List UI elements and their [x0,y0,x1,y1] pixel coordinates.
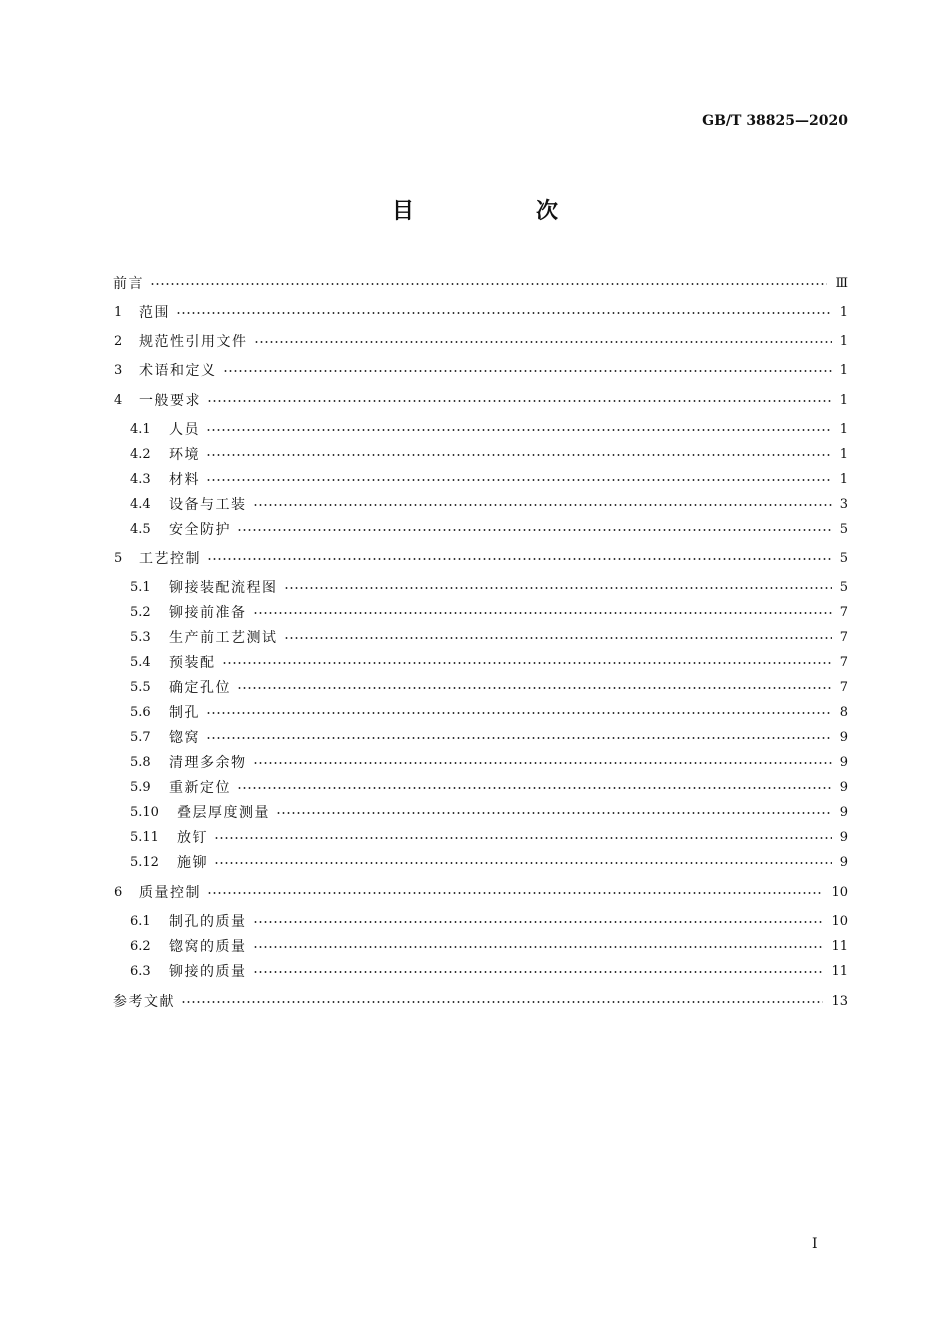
toc-entry-label: 预装配 [169,655,216,671]
toc-entry-label: 清理多余物 [169,755,247,771]
toc-leader-dots [176,312,832,314]
toc-entry-number: 6.1 [130,914,151,929]
toc-entry-page: 7 [839,655,848,670]
toc-entry-4-3[interactable] [0,470,950,490]
toc-entry-page: 11 [831,939,848,954]
toc-leader-dots [284,587,832,589]
toc-leader-dots [214,862,832,864]
toc-entry-label: 工艺控制 [139,551,201,567]
toc-leader-dots [207,400,832,402]
toc-entry-number: 5.7 [130,730,151,745]
toc-entry-1[interactable] [0,303,950,323]
toc-entry-number: 4 [114,393,123,408]
toc-entry-label: 一般要求 [139,393,201,409]
toc-entry-5-10[interactable] [0,803,950,823]
toc-entry-5-2[interactable] [0,603,950,623]
toc-entry-number: 1 [114,305,123,320]
toc-leader-dots [253,504,832,506]
toc-entry-page: 3 [839,497,848,512]
toc-entry-number: 3 [114,363,123,378]
toc-entry-label: 锪窝 [169,730,200,746]
toc-entry-page: 1 [839,334,848,349]
toc-entry-label: 生产前工艺测试 [169,630,278,646]
toc-entry-page: 9 [839,805,848,820]
toc-entry-6[interactable] [0,883,950,903]
toc-entry-number: 5.10 [130,805,159,820]
toc-entry-number: 6.2 [130,939,151,954]
toc-entry-number: 5.4 [130,655,151,670]
toc-entry-4[interactable] [0,391,950,411]
toc-entry-page: 7 [839,680,848,695]
toc-entry-number: 6.3 [130,964,151,979]
toc-entry-label: 制孔的质量 [169,914,247,930]
toc-entry-number: 5.11 [130,830,159,845]
toc-entry-5-12[interactable] [0,853,950,873]
toc-entry-label: 人员 [169,422,200,438]
toc-entry-page: 9 [839,855,848,870]
toc-entry-page: 9 [839,755,848,770]
toc-entry-label: 规范性引用文件 [139,334,248,350]
toc-leader-dots [223,370,832,372]
toc-entry-label: 设备与工装 [169,497,247,513]
toc-entry-label: 重新定位 [169,780,231,796]
toc-entry-page: 1 [839,393,848,408]
toc-entry-number: 2 [114,334,123,349]
toc-leader-dots [253,921,823,923]
toc-entry-label: 材料 [169,472,200,488]
toc-leader-dots [253,946,823,948]
toc-entry-page: 9 [839,830,848,845]
toc-entry-number: 5.5 [130,680,151,695]
toc-entry-5-7[interactable] [0,728,950,748]
toc-entry-label: 范围 [139,305,170,321]
toc-leader-dots [237,687,832,689]
toc-leader-dots [237,787,832,789]
toc-entry-page: 1 [839,305,848,320]
toc-entry-page: 5 [839,522,848,537]
toc-entry-number: 4.3 [130,472,151,487]
toc-entry-label: 质量控制 [139,885,201,901]
toc-leader-dots [253,612,832,614]
toc-entry-page: 5 [839,551,848,566]
toc-entry-number: 5.3 [130,630,151,645]
toc-entry-number: 6 [114,885,123,900]
toc-leader-dots [150,283,827,285]
toc-entry-5-4[interactable] [0,653,950,673]
toc-entry-page: 9 [839,730,848,745]
toc-entry-page: 9 [839,780,848,795]
toc-entry-4-2[interactable] [0,445,950,465]
toc-entry-page: 1 [839,447,848,462]
toc-entry-page: Ⅲ [835,276,848,291]
toc-entry-page: 1 [839,422,848,437]
toc-entry-number: 5.9 [130,780,151,795]
toc-entry-3[interactable] [0,361,950,381]
toc-entry-label: 制孔 [169,705,200,721]
toc-entry-6-3[interactable] [0,962,950,982]
toc-entry-label: 锪窝的质量 [169,939,247,955]
toc-leader-dots [207,558,832,560]
toc-entry-5-3[interactable] [0,628,950,648]
toc-entry-foreword[interactable] [0,274,950,294]
toc-entry-number: 4.2 [130,447,151,462]
page-title: 目 次 [391,199,608,224]
toc-entry-5[interactable] [0,549,950,569]
toc-leader-dots [237,529,832,531]
toc-leader-dots [181,1001,823,1003]
toc-entry-6-1[interactable] [0,912,950,932]
toc-entry-label: 铆接前准备 [169,605,247,621]
toc-entry-page: 8 [839,705,848,720]
toc-entry-page: 1 [839,363,848,378]
toc-leader-dots [253,762,832,764]
toc-entry-number: 5.2 [130,605,151,620]
toc-entry-5-11[interactable] [0,828,950,848]
toc-entry-4-4[interactable] [0,495,950,515]
toc-entry-number: 5.1 [130,580,151,595]
toc-leader-dots [206,454,832,456]
toc-entry-page: 5 [839,580,848,595]
toc-entry-label: 铆接的质量 [169,964,247,980]
toc-leader-dots [206,479,832,481]
toc-entry-page: 7 [839,630,848,645]
toc-leader-dots [214,837,832,839]
toc-entry-label: 参考文献 [113,994,175,1010]
toc-entry-number: 5 [114,551,123,566]
toc-entry-label: 术语和定义 [139,363,217,379]
standard-code: GB/T 38825—2020 [702,113,848,129]
toc-entry-number: 4.5 [130,522,151,537]
toc-leader-dots [206,737,832,739]
toc-entry-5-9[interactable] [0,778,950,798]
toc-entry-number: 5.12 [130,855,159,870]
toc-entry-page: 7 [839,605,848,620]
toc-entry-4-1[interactable] [0,420,950,440]
toc-entry-page: 1 [839,472,848,487]
toc-entry-2[interactable] [0,332,950,352]
toc-leader-dots [276,812,832,814]
toc-leader-dots [284,637,832,639]
toc-leader-dots [207,892,823,894]
toc-entry-page: 10 [831,914,848,929]
toc-entry-number: 4.1 [130,422,151,437]
toc-entry-label: 叠层厚度测量 [177,805,270,821]
toc-entry-number: 5.6 [130,705,151,720]
toc-entry-number: 4.4 [130,497,151,512]
toc-entry-label: 安全防护 [169,522,231,538]
toc-leader-dots [254,341,832,343]
toc-entry-bibliography[interactable] [0,992,950,1012]
toc-entry-5-8[interactable] [0,753,950,773]
toc-entry-6-2[interactable] [0,937,950,957]
toc-entry-number: 5.8 [130,755,151,770]
toc-entry-label: 前言 [113,276,144,292]
toc-leader-dots [222,662,832,664]
toc-entry-label: 铆接装配流程图 [169,580,278,596]
toc-leader-dots [206,712,832,714]
toc-entry-label: 施铆 [177,855,208,871]
toc-entry-page: 10 [831,885,848,900]
toc-entry-page: 11 [831,964,848,979]
toc-entry-5-6[interactable] [0,703,950,723]
toc-leader-dots [253,971,823,973]
toc-entry-5-5[interactable] [0,678,950,698]
toc-entry-label: 确定孔位 [169,680,231,696]
toc-leader-dots [206,429,832,431]
toc-entry-label: 放钉 [177,830,208,846]
toc-entry-label: 环境 [169,447,200,463]
toc-entry-5-1[interactable] [0,578,950,598]
toc-entry-4-5[interactable] [0,520,950,540]
toc-entry-page: 13 [831,994,848,1009]
page-folio: I [812,1236,818,1252]
